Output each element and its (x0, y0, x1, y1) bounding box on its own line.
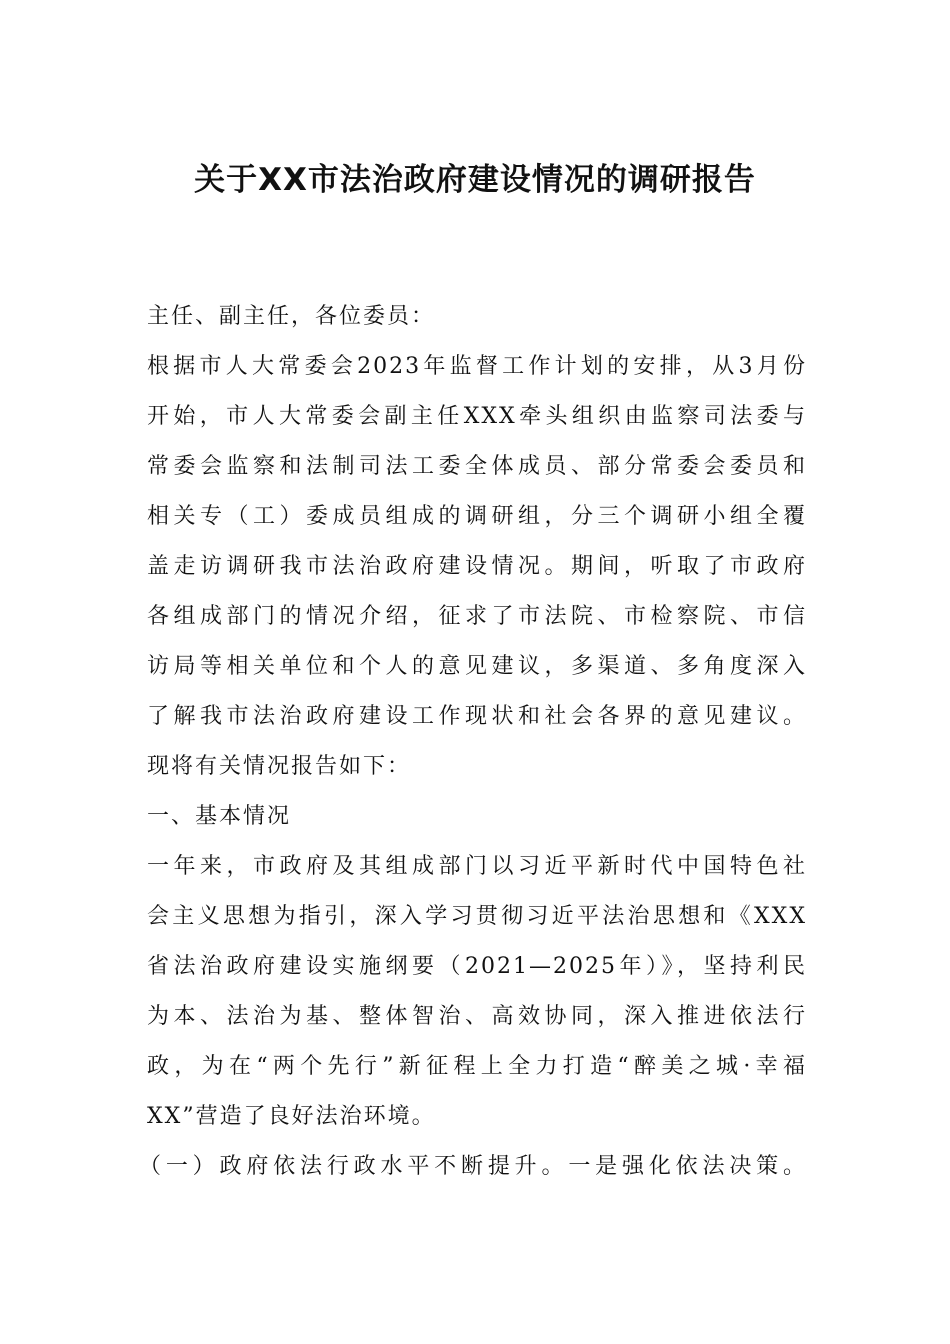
paragraph-line: 常委会监察和法制司法工委全体成员、部分常委会委员和 (147, 454, 807, 479)
paragraph-line: 一年来，市政府及其组成部门以习近平新时代中国特色社 (147, 854, 807, 879)
paragraph-line: 省法治政府建设实施纲要（2021—2025年）》，坚持利民 (147, 954, 807, 979)
paragraph-line: 政，为在“两个先行”新征程上全力打造“醉美之城·幸福 (147, 1054, 807, 1079)
subsection-line: （一）政府依法行政水平不断提升。一是强化依法决策。 (139, 1154, 807, 1179)
paragraph-line: 根据市人大常委会2023年监督工作计划的安排，从3月份 (147, 354, 807, 379)
paragraph-line: 盖走访调研我市法治政府建设情况。期间，听取了市政府 (147, 554, 807, 579)
paragraph-line: 各组成部门的情况介绍，征求了市法院、市检察院、市信 (147, 604, 807, 629)
section-heading: 一、基本情况 (147, 804, 292, 829)
paragraph-line: 现将有关情况报告如下： (147, 754, 412, 779)
document-title: 关于XX市法治政府建设情况的调研报告 (194, 162, 756, 198)
paragraph-line: 访局等相关单位和个人的意见建议，多渠道、多角度深入 (147, 654, 807, 679)
paragraph-line: 会主义思想为指引，深入学习贯彻习近平法治思想和《XXX (147, 904, 807, 929)
paragraph-line: XX”营造了良好法治环境。 (147, 1104, 436, 1129)
salutation-line: 主任、副主任，各位委员： (147, 304, 436, 329)
paragraph-line: 了解我市法治政府建设工作现状和社会各界的意见建议。 (147, 704, 807, 729)
paragraph-line: 开始，市人大常委会副主任XXX牵头组织由监察司法委与 (147, 404, 807, 429)
paragraph-line: 相关专（工）委成员组成的调研组，分三个调研小组全覆 (147, 504, 807, 529)
paragraph-line: 为本、法治为基、整体智治、高效协同，深入推进依法行 (147, 1004, 807, 1029)
document-body (139, 292, 807, 1192)
